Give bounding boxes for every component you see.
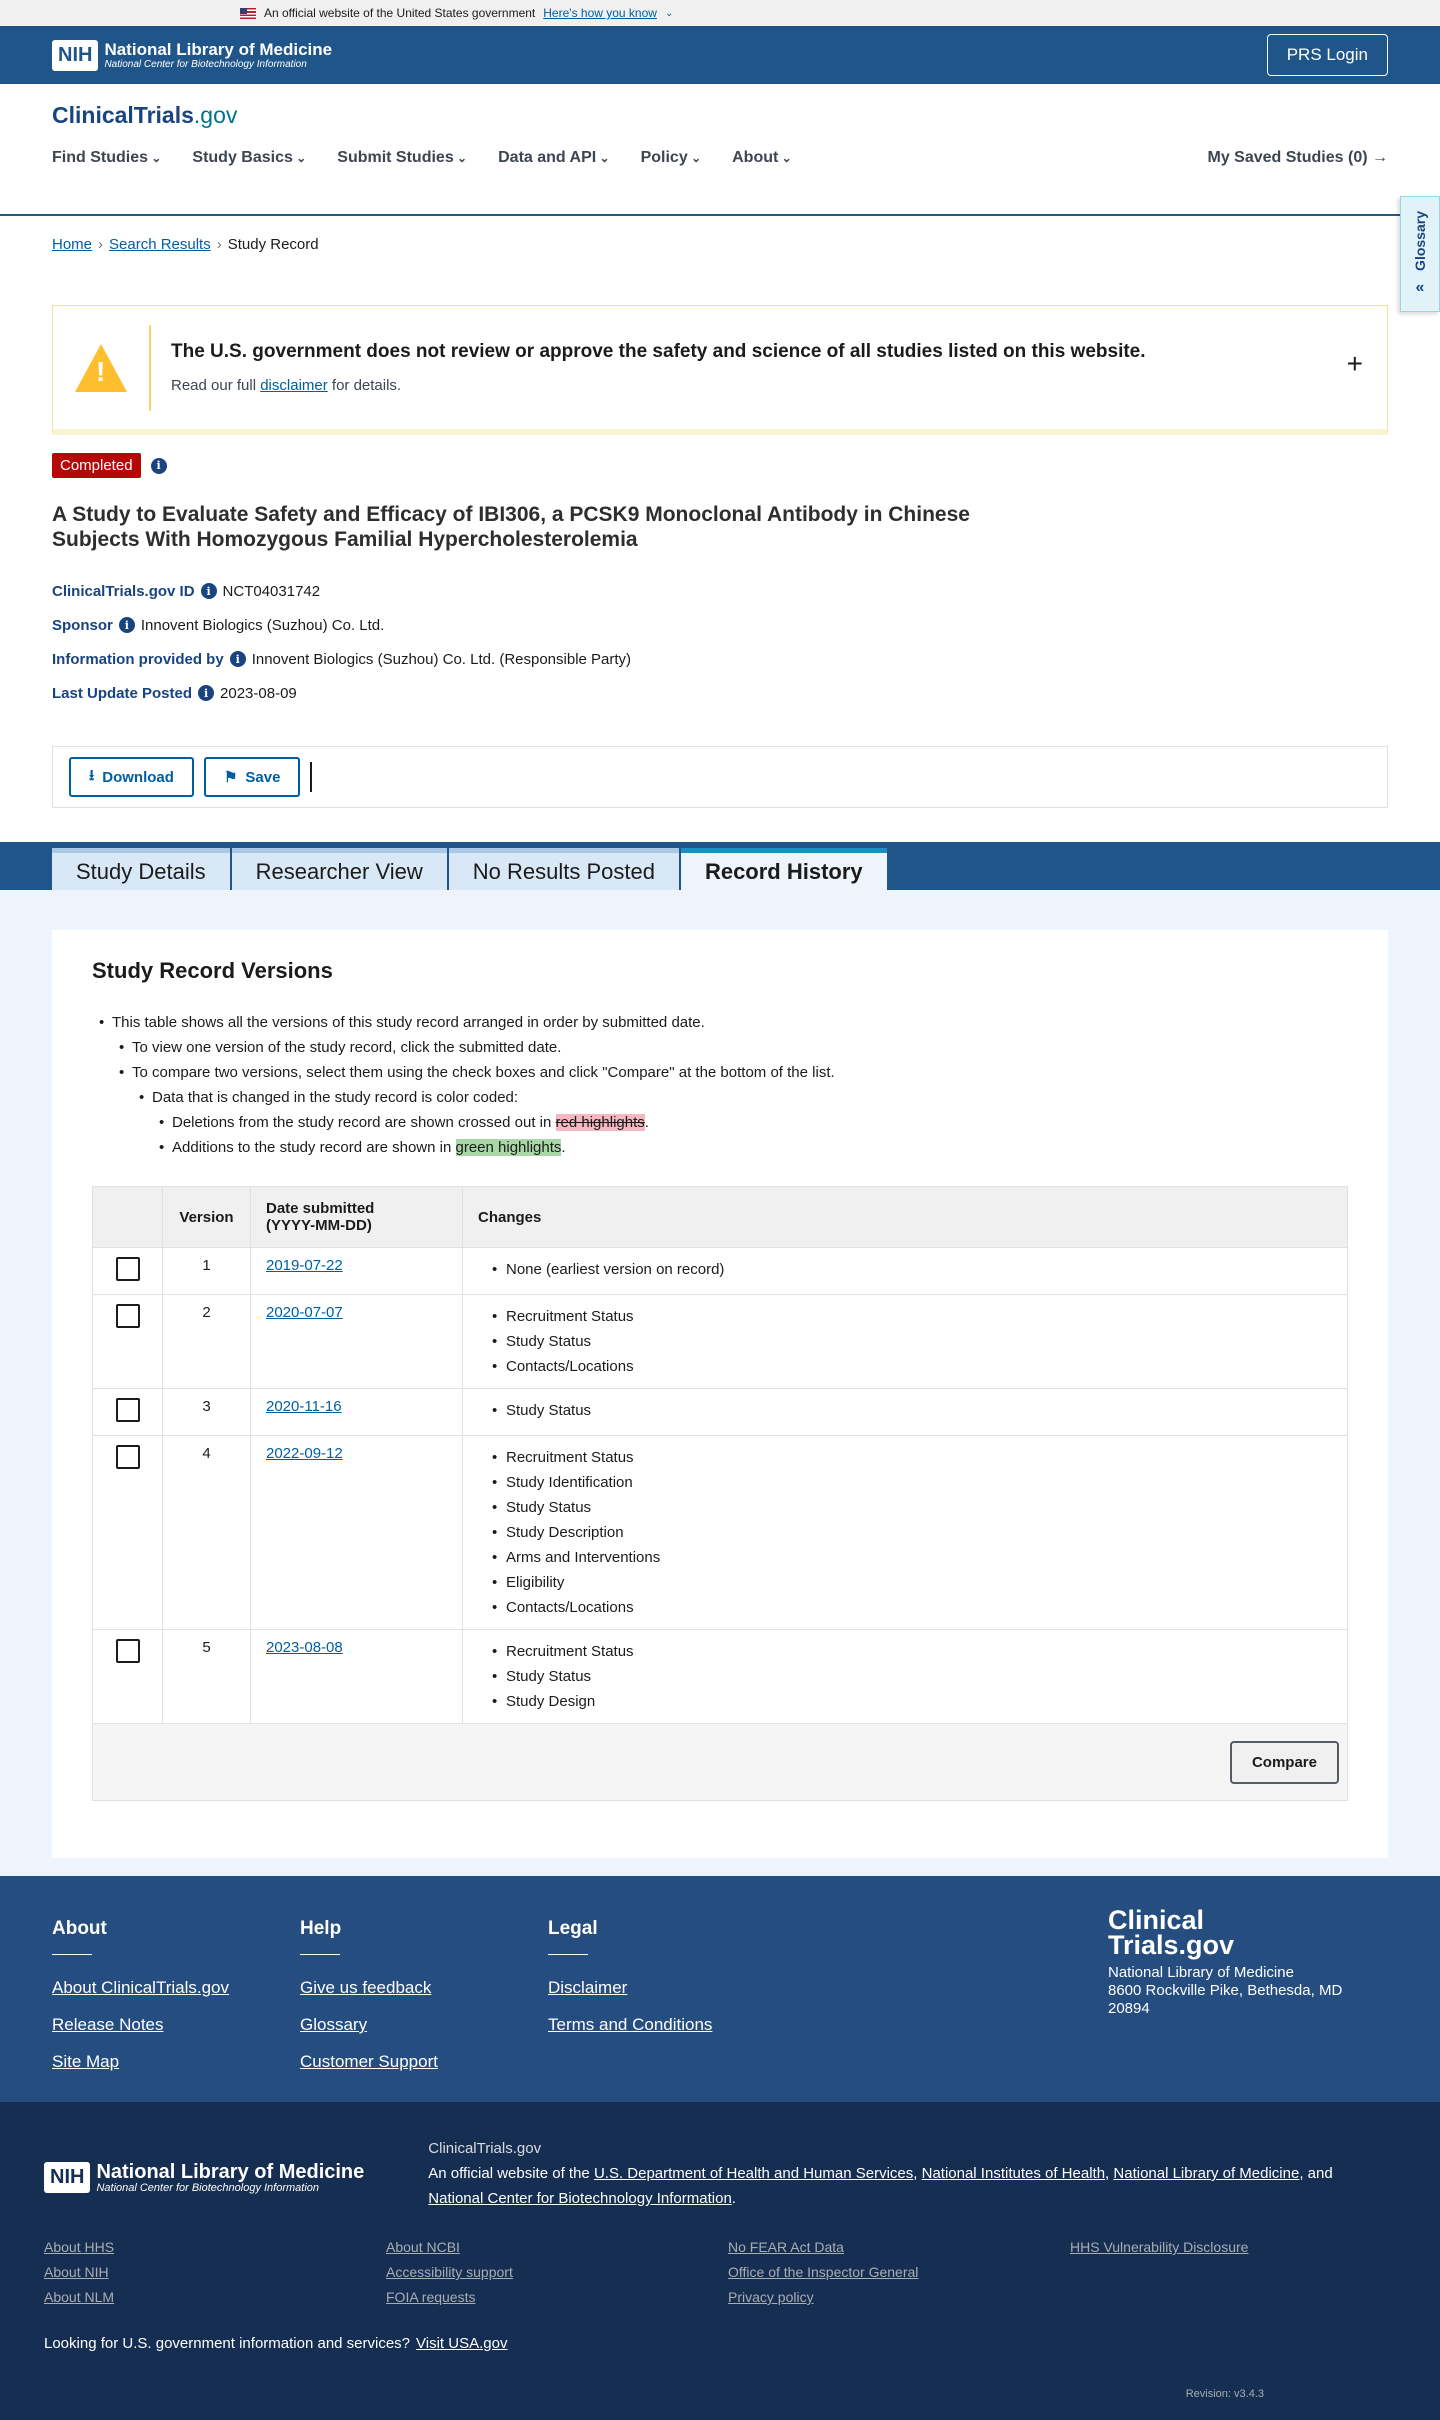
change-item: • Recruitment Status xyxy=(478,1639,1332,1664)
footer-about-heading: About xyxy=(52,1918,107,1939)
double-chevron-left-icon: « xyxy=(1415,278,1425,296)
version-date-link[interactable]: 2023-08-08 xyxy=(266,1639,343,1656)
footer-link[interactable]: About ClinicalTrials.gov xyxy=(52,1978,229,1997)
hhs-link[interactable]: U.S. Department of Health and Human Services xyxy=(593,2165,914,2182)
footer-legal xyxy=(548,1918,796,2102)
red-highlight-sample: red highlights xyxy=(555,1114,645,1131)
change-item: • Arms and Interventions xyxy=(478,1545,1332,1570)
download-button[interactable] xyxy=(69,757,194,797)
select-cell xyxy=(93,1248,163,1295)
breadcrumb-home[interactable]: Home xyxy=(52,236,93,253)
footer-link[interactable]: Release Notes xyxy=(52,2015,164,2034)
nih-logo-name: National Library of Medicine xyxy=(104,39,333,59)
change-item: • Study Status xyxy=(478,1664,1332,1689)
version-checkbox[interactable] xyxy=(116,1445,140,1469)
nih-logo-box: NIH xyxy=(44,2162,90,2193)
nih-logo-box: NIH xyxy=(52,40,98,71)
version-date-link[interactable]: 2020-07-07 xyxy=(266,1304,343,1321)
footer-site-name: ClinicalTrials.gov xyxy=(428,2140,542,2157)
nih-logo[interactable] xyxy=(52,40,332,71)
footer-link[interactable]: HHS Vulnerability Disclosure xyxy=(1070,2239,1249,2255)
breadcrumb xyxy=(0,216,1440,273)
col-date xyxy=(251,1187,463,1248)
revision-label: Revision: v3.4.3 xyxy=(1185,2388,1264,2400)
glossary-label: Glossary xyxy=(1412,211,1428,271)
alert-heading: The U.S. government does not review or approve the safety and science of all studies listed on this website. xyxy=(171,341,1146,362)
id-value: NCT04031742 xyxy=(222,582,321,600)
footer-about xyxy=(52,1918,300,2102)
table-row xyxy=(93,1630,1348,1724)
info-icon[interactable]: i xyxy=(230,651,246,667)
tab-no-results-posted[interactable]: No Results Posted xyxy=(449,848,679,890)
footer-link[interactable]: Accessibility support xyxy=(386,2264,513,2280)
nav-find-studies[interactable]: Find Studies ⌄ xyxy=(52,149,161,167)
footer-address-line1: National Library of Medicine xyxy=(1108,1964,1294,1981)
version-number: 3 xyxy=(163,1389,251,1436)
nih-logo-sub: National Center for Biotechnology Information xyxy=(104,58,307,70)
action-bar xyxy=(52,746,1388,808)
list-item xyxy=(92,1110,1348,1135)
prs-login-button[interactable]: PRS Login xyxy=(1267,34,1388,76)
info-icon[interactable]: i xyxy=(201,583,217,599)
nav-study-basics[interactable]: Study Basics ⌄ xyxy=(192,149,306,167)
date-cell xyxy=(251,1295,463,1389)
changes-cell xyxy=(463,1295,1348,1389)
version-checkbox[interactable] xyxy=(116,1398,140,1422)
arrow-right-icon: → xyxy=(1372,149,1388,166)
footer-link[interactable]: Office of the Inspector General xyxy=(728,2264,919,2280)
version-date-link[interactable]: 2022-09-12 xyxy=(266,1445,343,1462)
table-row xyxy=(93,1436,1348,1630)
save-button[interactable] xyxy=(204,757,301,797)
date-cell xyxy=(251,1389,463,1436)
sponsor-label: Sponsor xyxy=(52,616,113,634)
nlm-footer-logo[interactable] xyxy=(44,2144,364,2211)
footer-link[interactable]: Give us feedback xyxy=(300,1978,432,1997)
compare-row xyxy=(92,1724,1348,1801)
expand-plus-icon[interactable]: + xyxy=(1346,348,1363,379)
footer-link[interactable]: About HHS xyxy=(44,2239,115,2255)
select-cell xyxy=(93,1436,163,1630)
col-version: Version xyxy=(163,1187,251,1248)
footer-link[interactable]: Site Map xyxy=(52,2052,120,2071)
provided-value: Innovent Biologics (Suzhou) Co. Ltd. (Responsible Party) xyxy=(251,650,632,668)
list-item: • This table shows all the versions of this study record arranged in order by submitted date. xyxy=(92,1010,1348,1035)
date-cell xyxy=(251,1436,463,1630)
version-checkbox[interactable] xyxy=(116,1257,140,1281)
info-icon[interactable]: i xyxy=(119,617,135,633)
usa-gov-text: Looking for U.S. government information and services? xyxy=(44,2335,411,2352)
status-badge: Completed xyxy=(52,453,141,478)
table-row xyxy=(93,1248,1348,1295)
footer-legal-heading: Legal xyxy=(548,1918,598,1939)
provided-label: Information provided by xyxy=(52,650,224,668)
footer-link[interactable]: About NCBI xyxy=(386,2239,460,2255)
list-item xyxy=(92,1135,1348,1160)
change-item: • Contacts/Locations xyxy=(478,1595,1332,1620)
record-history-section xyxy=(0,890,1440,1876)
change-item: • None (earliest version on record) xyxy=(478,1257,1332,1282)
tab-record-history[interactable]: Record History xyxy=(681,848,887,890)
footer-brand xyxy=(1108,1905,1368,2018)
alert-text-before: Read our full xyxy=(171,377,261,394)
version-number: 4 xyxy=(163,1436,251,1630)
footer-link[interactable]: Terms and Conditions xyxy=(548,2015,713,2034)
download-label: Download xyxy=(102,768,174,786)
breadcrumb-current: Study Record xyxy=(227,236,319,253)
save-label: Save xyxy=(245,768,281,786)
col-changes: Changes xyxy=(463,1187,1348,1248)
id-label: ClinicalTrials.gov ID xyxy=(52,582,195,600)
version-number: 5 xyxy=(163,1630,251,1724)
nih-header xyxy=(0,26,1440,84)
tab-bar xyxy=(0,842,1440,890)
footer-link[interactable]: Privacy policy xyxy=(728,2289,814,2305)
date-cell xyxy=(251,1248,463,1295)
version-checkbox[interactable] xyxy=(116,1639,140,1663)
versions-table xyxy=(92,1186,1348,1724)
version-date-link[interactable]: 2019-07-22 xyxy=(266,1257,343,1274)
change-item: • Study Status xyxy=(478,1329,1332,1354)
gov-banner-text: An official website of the United States government xyxy=(264,6,536,20)
version-number: 2 xyxy=(163,1295,251,1389)
list-item: • Data that is changed in the study record is color coded: xyxy=(92,1085,1348,1110)
chevron-down-icon: ⌄ xyxy=(664,7,674,19)
tab-study-details[interactable]: Study Details xyxy=(52,848,230,890)
bookmark-icon: ⚑ xyxy=(223,769,238,786)
us-flag-icon xyxy=(240,8,256,19)
change-item: • Study Status xyxy=(478,1398,1332,1423)
change-item: • Study Status xyxy=(478,1495,1332,1520)
version-checkbox[interactable] xyxy=(116,1304,140,1328)
version-number: 1 xyxy=(163,1248,251,1295)
study-title: A Study to Evaluate Safety and Efficacy of IBI306, a PCSK9 Monoclonal Antibody in Chinese Subjects With Homozygous Familial Hypercholesterolemia xyxy=(52,503,970,551)
ncbi-link[interactable]: National Center for Biotechnology Information xyxy=(428,2190,732,2207)
chevron-right-icon: › xyxy=(216,236,222,253)
table-row xyxy=(93,1389,1348,1436)
footer-link[interactable]: No FEAR Act Data xyxy=(728,2239,844,2255)
official-website-text: An official website of the U.S. Department of Health and Human Services, National Institutes of Health, National Library of Medicine, and National Center for Biotechnology Information. xyxy=(428,2165,1333,2207)
change-item: • Recruitment Status xyxy=(478,1304,1332,1329)
footer-help-heading: Help xyxy=(300,1918,342,1939)
site-logo-suffix: .gov xyxy=(193,102,238,128)
footer-brand-line1: Clinical xyxy=(1108,1905,1205,1935)
site-logo-main: ClinicalTrials xyxy=(52,102,194,128)
disclaimer-alert xyxy=(52,305,1388,435)
deletions-text: Deletions from the study record are shown crossed out in xyxy=(172,1114,556,1131)
download-icon: ⭳ xyxy=(89,766,95,784)
change-item: • Eligibility xyxy=(478,1570,1332,1595)
change-item: • Study Identification xyxy=(478,1470,1332,1495)
list-item: • To view one version of the study record, click the submitted date. xyxy=(92,1035,1348,1060)
site-footer xyxy=(0,1876,1440,2102)
glossary-tab[interactable] xyxy=(1400,196,1440,312)
gov-banner-link[interactable]: Here's how you know xyxy=(543,6,657,20)
footer-address-line2: 8600 Rockville Pike, Bethesda, MD 20894 xyxy=(1108,1982,1343,2017)
footer-brand-line2: Trials.gov xyxy=(1108,1930,1235,1960)
nav-submit-studies[interactable]: Submit Studies ⌄ xyxy=(337,149,467,167)
changes-cell xyxy=(463,1248,1348,1295)
sponsor-value: Innovent Biologics (Suzhou) Co. Ltd. xyxy=(140,616,385,634)
versions-heading: Study Record Versions xyxy=(92,958,333,983)
table-row xyxy=(93,1295,1348,1389)
change-item: • Contacts/Locations xyxy=(478,1354,1332,1379)
alert-text-after: for details. xyxy=(327,377,402,394)
col-select xyxy=(93,1187,163,1248)
updated-label: Last Update Posted xyxy=(52,684,193,702)
change-item: • Study Design xyxy=(478,1689,1332,1714)
additions-text: Additions to the study record are shown in xyxy=(172,1139,456,1156)
col-date-line2: (YYYY-MM-DD) xyxy=(266,1217,372,1234)
changes-cell xyxy=(463,1630,1348,1724)
version-date-link[interactable]: 2020-11-16 xyxy=(266,1398,342,1415)
nav-data-and-api[interactable]: Data and API ⌄ xyxy=(498,149,609,167)
green-highlight-sample: green highlights xyxy=(455,1139,562,1156)
disclaimer-link[interactable]: disclaimer xyxy=(260,377,328,394)
info-icon[interactable]: i xyxy=(151,458,167,474)
chevron-right-icon: › xyxy=(98,236,104,253)
warning-icon: ! xyxy=(53,325,151,411)
footer-gov-links xyxy=(44,2239,1396,2305)
nav-policy[interactable]: Policy ⌄ xyxy=(641,149,702,167)
select-cell xyxy=(93,1389,163,1436)
list-item: • To compare two versions, select them using the check boxes and click "Compare" at the bottom of the list. xyxy=(92,1060,1348,1085)
date-cell xyxy=(251,1630,463,1724)
period: . xyxy=(561,1139,566,1156)
updated-value: 2023-08-09 xyxy=(220,684,297,702)
divider xyxy=(310,762,312,792)
versions-instructions xyxy=(92,1010,1348,1160)
footer-help xyxy=(300,1918,548,2102)
nlm-name: National Library of Medicine xyxy=(96,2160,365,2183)
main-nav xyxy=(52,149,1388,167)
versions-card xyxy=(52,930,1388,1858)
usa-gov-line xyxy=(44,2335,1396,2352)
study-meta xyxy=(0,552,1440,710)
saved-studies-link[interactable] xyxy=(1208,149,1389,167)
nlm-sub: National Center for Biotechnology Information xyxy=(96,2181,320,2194)
change-item: • Recruitment Status xyxy=(478,1445,1332,1470)
status-line xyxy=(0,435,1440,478)
footer-link[interactable]: Disclaimer xyxy=(548,1978,628,1997)
compare-button[interactable]: Compare xyxy=(1230,1741,1339,1784)
change-item: • Study Description xyxy=(478,1520,1332,1545)
info-icon[interactable]: i xyxy=(198,685,214,701)
footer-link[interactable]: FOIA requests xyxy=(386,2289,476,2305)
col-date-line1: Date submitted xyxy=(266,1200,375,1217)
site-header xyxy=(0,84,1440,216)
saved-studies-label: My Saved Studies (0) xyxy=(1207,149,1368,166)
footer-link[interactable]: Customer Support xyxy=(300,2052,438,2071)
footer-link[interactable]: Glossary xyxy=(300,2015,368,2034)
nih-link[interactable]: National Institutes of Health xyxy=(921,2165,1106,2182)
changes-cell xyxy=(463,1389,1348,1436)
gov-banner xyxy=(0,0,1440,26)
select-cell xyxy=(93,1295,163,1389)
nlm-footer xyxy=(0,2102,1440,2420)
usa-gov-link[interactable]: Visit USA.gov xyxy=(416,2335,508,2352)
nav-about[interactable]: About ⌄ xyxy=(732,149,792,167)
footer-link[interactable]: About NIH xyxy=(44,2264,109,2280)
tab-researcher-view[interactable]: Researcher View xyxy=(232,848,447,890)
changes-cell xyxy=(463,1436,1348,1630)
site-logo[interactable] xyxy=(52,102,1388,129)
breadcrumb-search-results[interactable]: Search Results xyxy=(109,236,211,253)
period: . xyxy=(644,1114,649,1131)
select-cell xyxy=(93,1630,163,1724)
footer-link[interactable]: About NLM xyxy=(44,2289,115,2305)
nlm-link[interactable]: National Library of Medicine xyxy=(1113,2165,1300,2182)
